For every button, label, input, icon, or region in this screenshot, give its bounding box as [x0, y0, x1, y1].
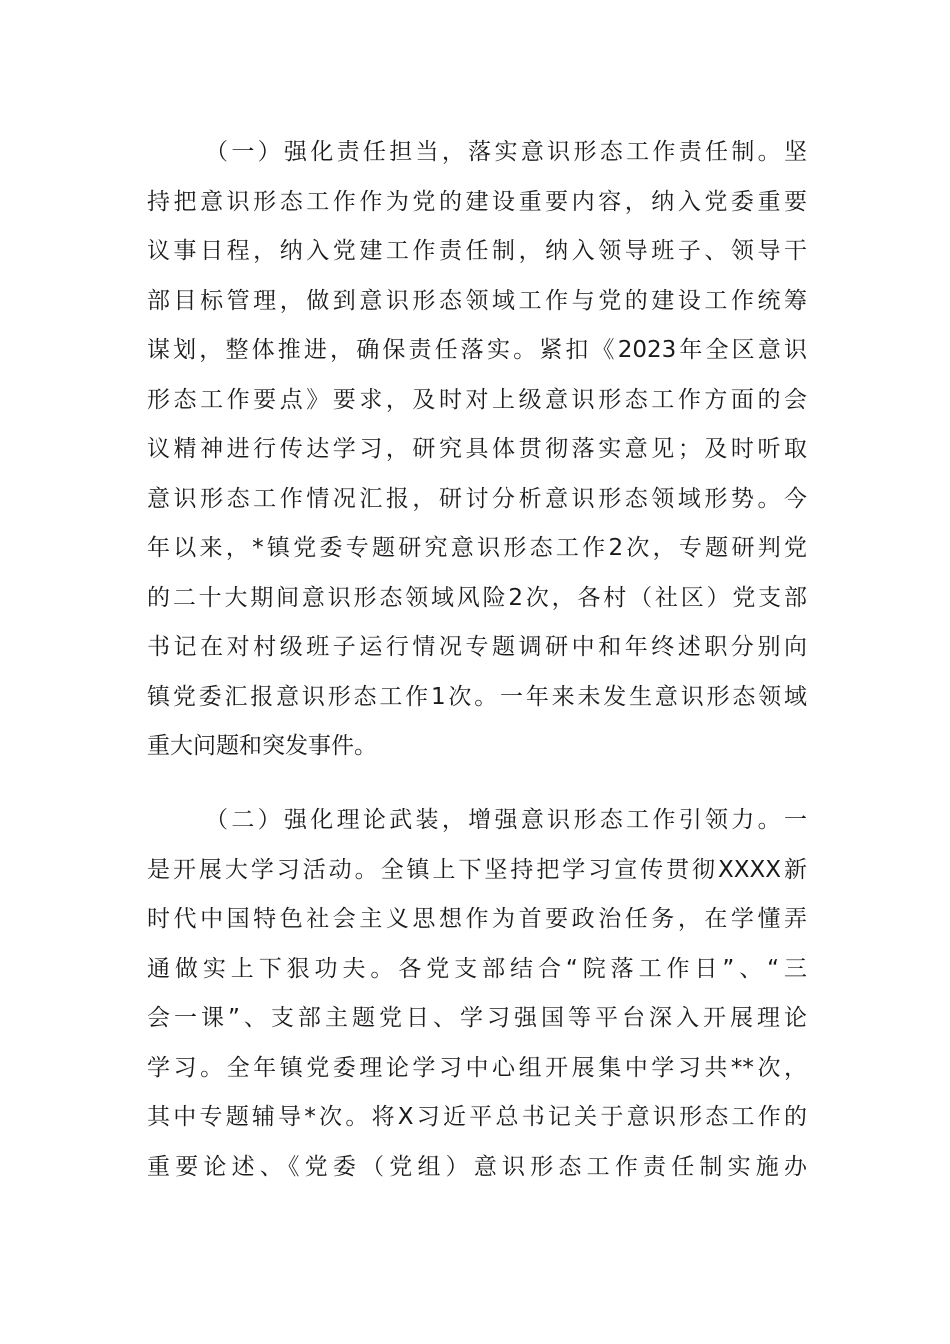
paragraph-ideology-responsibility — [147, 134, 807, 778]
text-line: （二）强化理论武装，增强意识形态工作引领力。一 — [205, 807, 807, 833]
text-line: 部目标管理，做到意识形态领域工作与党的建设工作统筹 — [147, 287, 807, 314]
text-line: 形态工作要点》要求，及时对上级意识形态工作方面的会 — [147, 386, 807, 413]
text-line: 时代中国特色社会主义思想作为首要政治任务，在学懂弄 — [147, 906, 807, 932]
text-line: 会一课”、支部主题党日、学习强国等平台深入开展理论 — [147, 1005, 807, 1031]
text-line: 的二十大期间意识形态领域风险2次，各村（社区）党支部 — [147, 584, 807, 611]
text-line: 谋划，整体推进，确保责任落实。紧扣《2023年全区意识 — [147, 337, 807, 363]
text-line: 议精神进行传达学习，研究具体贯彻落实意见；及时听取 — [147, 436, 807, 462]
paragraph-theory-armament — [147, 802, 807, 1198]
text-line: 持把意识形态工作作为党的建设重要内容，纳入党委重要 — [147, 188, 807, 215]
text-line: 学习。全年镇党委理论学习中心组开展集中学习共**次， — [147, 1054, 807, 1081]
text-line: 镇党委汇报意识形态工作1次。一年来未发生意识形态领域 — [147, 683, 807, 710]
text-line: 重要论述、《党委（党组）意识形态工作责任制实施办 — [147, 1153, 807, 1180]
text-line: 议事日程，纳入党建工作责任制，纳入领导班子、领导干 — [147, 238, 807, 264]
text-line: 书记在对村级班子运行情况专题调研中和年终述职分别向 — [147, 634, 807, 660]
text-line: 是开展大学习活动。全镇上下坚持把学习宣传贯彻XXXX新 — [147, 856, 807, 883]
text-line: （一）强化责任担当，落实意识形态工作责任制。坚 — [205, 139, 807, 165]
text-line: 意识形态工作情况汇报，研讨分析意识形态领域形势。今 — [147, 485, 807, 512]
text-line: 其中专题辅导*次。将X习近平总书记关于意识形态工作的 — [147, 1104, 807, 1130]
text-line: 年以来，*镇党委专题研究意识形态工作2次，专题研判党 — [147, 535, 807, 561]
text-line: 通做实上下狠功夫。各党支部结合“院落工作日”、“三 — [147, 955, 807, 982]
text-line: 重大问题和突发事件。 — [147, 733, 377, 759]
